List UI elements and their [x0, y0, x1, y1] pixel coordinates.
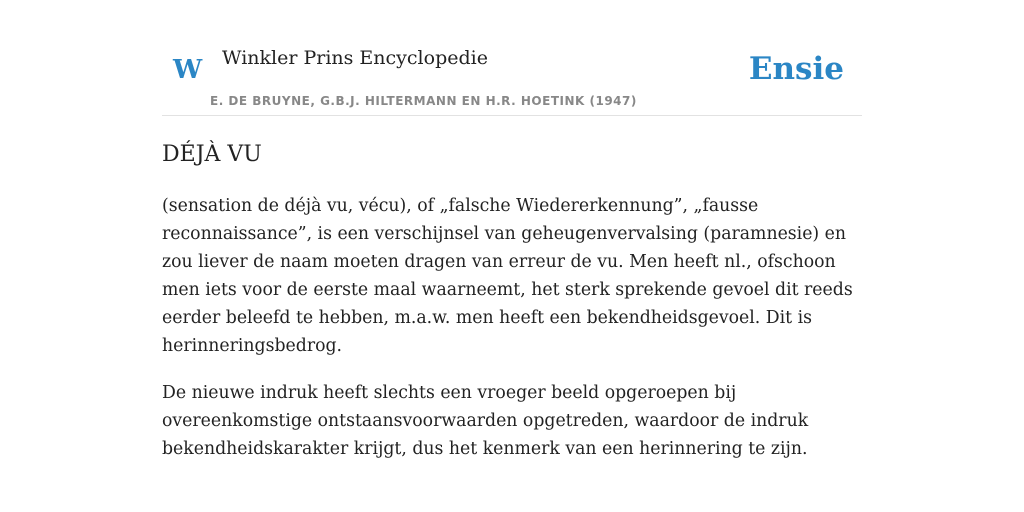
source-authors: E. DE BRUYNE, G.B.J. HILTERMANN EN H.R. HOETINK (1947): [210, 94, 637, 108]
entry-paragraph: (sensation de déjà vu, vécu), of „falsche Wiedererkennung”, „fausse reconnaissance”, is een verschijnsel van geheugenvervalsing (paramnesie) en zou liever de naam moeten dragen van erreur de vu. Men heeft nl., ofschoon men iets voor de eerste maal waarneemt, het sterk sprekende gevoel dit reeds eerder beleefd te hebben, m.a.w. men heeft een bekendheidsgevoel. Dit is herinneringsbedrog.: [162, 196, 853, 356]
entry-title: DÉJÀ VU: [162, 142, 262, 167]
ensie-brand-link[interactable]: Ensie: [748, 51, 844, 87]
source-header: [162, 0, 862, 116]
entry-paragraph: De nieuwe indruk heeft slechts een vroeger beeld opgeroepen bij overeenkomstige ontstaansvoorwaarden opgetreden, waardoor de indruk bekendheidskarakter krijgt, dus het kenmerk van een herinnering te zijn.: [162, 383, 809, 459]
entry-card: [162, 0, 862, 459]
winkler-prins-logo: W: [173, 55, 203, 85]
entry-body: [162, 192, 862, 482]
source-title: Winkler Prins Encyclopedie: [222, 47, 488, 69]
